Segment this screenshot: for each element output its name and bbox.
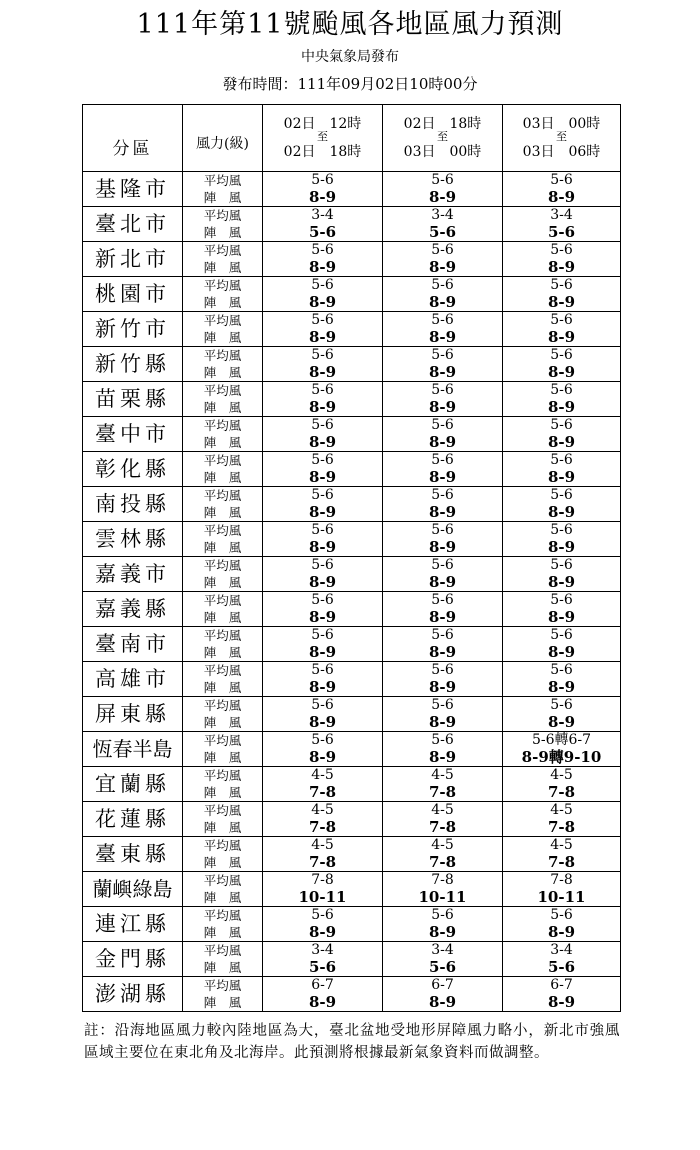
average-wind-value: 5-6 <box>503 592 621 610</box>
gust-wind-value: 5-6 <box>383 959 503 977</box>
region-row-average <box>83 872 621 890</box>
region-row-average <box>83 977 621 995</box>
average-wind-value: 5-6 <box>263 417 383 435</box>
wind-type-average: 平均風 <box>183 977 263 995</box>
wind-type-gust: 陣 風 <box>183 994 263 1012</box>
region-row-average <box>83 907 621 925</box>
region-row-average <box>83 697 621 715</box>
wind-type-gust: 陣 風 <box>183 224 263 242</box>
gust-wind-value: 5-6 <box>383 224 503 242</box>
gust-wind-value: 8-9 <box>503 469 621 487</box>
gust-wind-value: 10-11 <box>383 889 503 907</box>
wind-type-average: 平均風 <box>183 662 263 680</box>
region-row-average <box>83 802 621 820</box>
gust-wind-value: 8-9 <box>383 329 503 347</box>
wind-type-average: 平均風 <box>183 277 263 295</box>
region-name: 宜蘭縣 <box>83 767 183 802</box>
gust-wind-value: 8-9 <box>383 504 503 522</box>
gust-wind-value: 8-9 <box>503 924 621 942</box>
average-wind-value: 6-7 <box>263 977 383 995</box>
gust-wind-value: 10-11 <box>503 889 621 907</box>
average-wind-value: 5-6 <box>383 242 503 260</box>
period-end: 02日 18時 <box>283 144 362 160</box>
gust-wind-value: 7-8 <box>383 854 503 872</box>
wind-type-average: 平均風 <box>183 172 263 190</box>
gust-wind-value: 8-9 <box>503 644 621 662</box>
wind-type-average: 平均風 <box>183 907 263 925</box>
region-name: 嘉義市 <box>83 557 183 592</box>
wind-type-average: 平均風 <box>183 452 263 470</box>
gust-wind-value: 8-9 <box>263 994 383 1012</box>
wind-type-average: 平均風 <box>183 837 263 855</box>
period-to: 至 <box>317 130 328 143</box>
gust-wind-value: 8-9 <box>383 924 503 942</box>
region-name: 金門縣 <box>83 942 183 977</box>
average-wind-value: 5-6 <box>383 697 503 715</box>
average-wind-value: 5-6 <box>263 347 383 365</box>
wind-type-average: 平均風 <box>183 207 263 225</box>
average-wind-value: 5-6 <box>263 592 383 610</box>
gust-wind-value: 8-9 <box>503 574 621 592</box>
average-wind-value: 6-7 <box>503 977 621 995</box>
gust-wind-value: 8-9 <box>263 679 383 697</box>
gust-wind-value: 8-9 <box>263 539 383 557</box>
average-wind-value: 5-6 <box>383 382 503 400</box>
wind-type-gust: 陣 風 <box>183 364 263 382</box>
average-wind-value: 5-6 <box>263 487 383 505</box>
gust-wind-value: 8-9 <box>263 259 383 277</box>
region-row-average <box>83 277 621 295</box>
wind-type-average: 平均風 <box>183 242 263 260</box>
average-wind-value: 5-6 <box>263 242 383 260</box>
average-wind-value: 6-7 <box>383 977 503 995</box>
gust-wind-value: 7-8 <box>503 854 621 872</box>
wind-type-gust: 陣 風 <box>183 504 263 522</box>
gust-wind-value: 8-9 <box>503 434 621 452</box>
gust-wind-value: 7-8 <box>263 854 383 872</box>
region-name: 基隆市 <box>83 172 183 207</box>
region-name: 屏東縣 <box>83 697 183 732</box>
period-start: 02日 12時 <box>283 116 362 132</box>
gust-wind-value: 5-6 <box>503 224 621 242</box>
average-wind-value: 5-6 <box>503 662 621 680</box>
gust-wind-value: 8-9 <box>263 609 383 627</box>
average-wind-value: 4-5 <box>263 802 383 820</box>
gust-wind-value: 8-9 <box>263 399 383 417</box>
average-wind-value: 5-6 <box>383 557 503 575</box>
issue-time: 發布時間：111年09月02日10時00分 <box>222 75 478 93</box>
region-name: 高雄市 <box>83 662 183 697</box>
region-name: 花蓮縣 <box>83 802 183 837</box>
wind-type-average: 平均風 <box>183 697 263 715</box>
average-wind-value: 5-6 <box>503 242 621 260</box>
wind-type-average: 平均風 <box>183 382 263 400</box>
gust-wind-value: 7-8 <box>383 819 503 837</box>
column-header-period-3 <box>503 105 621 172</box>
wind-type-gust: 陣 風 <box>183 539 263 557</box>
region-name: 嘉義縣 <box>83 592 183 627</box>
average-wind-value: 5-6 <box>383 732 503 750</box>
region-row-average <box>83 452 621 470</box>
wind-type-average: 平均風 <box>183 557 263 575</box>
gust-wind-value: 8-9 <box>383 714 503 732</box>
wind-type-gust: 陣 風 <box>183 259 263 277</box>
average-wind-value: 3-4 <box>263 942 383 960</box>
gust-wind-value: 8-9 <box>383 469 503 487</box>
gust-wind-value: 8-9 <box>503 679 621 697</box>
gust-wind-value: 5-6 <box>263 959 383 977</box>
wind-type-gust: 陣 風 <box>183 959 263 977</box>
region-name: 苗栗縣 <box>83 382 183 417</box>
average-wind-value: 5-6 <box>383 452 503 470</box>
region-row-average <box>83 242 621 260</box>
gust-wind-value: 8-9轉9-10 <box>503 749 621 767</box>
gust-wind-value: 8-9 <box>383 539 503 557</box>
region-name: 新北市 <box>83 242 183 277</box>
gust-wind-value: 8-9 <box>503 189 621 207</box>
average-wind-value: 4-5 <box>383 767 503 785</box>
gust-wind-value: 5-6 <box>503 959 621 977</box>
average-wind-value: 5-6 <box>503 522 621 540</box>
wind-type-gust: 陣 風 <box>183 819 263 837</box>
wind-type-average: 平均風 <box>183 802 263 820</box>
average-wind-value: 5-6 <box>503 697 621 715</box>
gust-wind-value: 8-9 <box>263 504 383 522</box>
average-wind-value: 5-6 <box>263 557 383 575</box>
region-row-average <box>83 347 621 365</box>
region-name: 臺中市 <box>83 417 183 452</box>
average-wind-value: 5-6 <box>263 697 383 715</box>
gust-wind-value: 8-9 <box>503 504 621 522</box>
region-row-average <box>83 557 621 575</box>
gust-wind-value: 8-9 <box>263 924 383 942</box>
gust-wind-value: 7-8 <box>383 784 503 802</box>
gust-wind-value: 8-9 <box>503 714 621 732</box>
column-header-period-2 <box>383 105 503 172</box>
average-wind-value: 5-6 <box>383 172 503 190</box>
average-wind-value: 5-6 <box>263 627 383 645</box>
gust-wind-value: 5-6 <box>263 224 383 242</box>
region-row-average <box>83 382 621 400</box>
period-start: 02日 18時 <box>403 116 482 132</box>
gust-wind-value: 7-8 <box>263 784 383 802</box>
region-name: 南投縣 <box>83 487 183 522</box>
average-wind-value: 4-5 <box>503 767 621 785</box>
wind-type-gust: 陣 風 <box>183 189 263 207</box>
gust-wind-value: 8-9 <box>263 574 383 592</box>
gust-wind-value: 8-9 <box>263 329 383 347</box>
period-start: 03日 00時 <box>522 116 601 132</box>
average-wind-value: 5-6 <box>503 312 621 330</box>
gust-wind-value: 10-11 <box>263 889 383 907</box>
gust-wind-value: 8-9 <box>383 399 503 417</box>
average-wind-value: 5-6 <box>263 522 383 540</box>
gust-wind-value: 8-9 <box>383 574 503 592</box>
gust-wind-value: 8-9 <box>383 679 503 697</box>
average-wind-value: 5-6 <box>383 627 503 645</box>
region-row-average <box>83 837 621 855</box>
average-wind-value: 5-6 <box>503 487 621 505</box>
average-wind-value: 4-5 <box>503 837 621 855</box>
region-row-average <box>83 942 621 960</box>
gust-wind-value: 8-9 <box>263 714 383 732</box>
average-wind-value: 5-6 <box>263 907 383 925</box>
gust-wind-value: 8-9 <box>263 189 383 207</box>
average-wind-value: 5-6 <box>263 312 383 330</box>
region-row-average <box>83 417 621 435</box>
average-wind-value: 5-6 <box>383 522 503 540</box>
period-end: 03日 00時 <box>403 144 482 160</box>
average-wind-value: 5-6 <box>263 277 383 295</box>
gust-wind-value: 8-9 <box>503 609 621 627</box>
region-row-average <box>83 662 621 680</box>
region-name: 新竹市 <box>83 312 183 347</box>
region-row-average <box>83 207 621 225</box>
region-name: 臺北市 <box>83 207 183 242</box>
average-wind-value: 5-6 <box>263 662 383 680</box>
gust-wind-value: 8-9 <box>263 469 383 487</box>
average-wind-value: 7-8 <box>263 872 383 890</box>
gust-wind-value: 8-9 <box>383 294 503 312</box>
gust-wind-value: 8-9 <box>503 364 621 382</box>
wind-type-average: 平均風 <box>183 312 263 330</box>
wind-forecast-table <box>82 104 621 1012</box>
region-name: 恆春半島 <box>83 732 183 767</box>
page-title: 111年第11號颱風各地區風力預測 <box>136 9 564 40</box>
gust-wind-value: 8-9 <box>383 434 503 452</box>
column-header-period-1 <box>263 105 383 172</box>
wind-type-gust: 陣 風 <box>183 644 263 662</box>
region-row-average <box>83 487 621 505</box>
region-name: 蘭嶼綠島 <box>83 872 183 907</box>
gust-wind-value: 7-8 <box>503 819 621 837</box>
average-wind-value: 3-4 <box>383 207 503 225</box>
wind-type-average: 平均風 <box>183 872 263 890</box>
region-name: 桃園市 <box>83 277 183 312</box>
period-end: 03日 06時 <box>522 144 601 160</box>
average-wind-value: 5-6 <box>383 592 503 610</box>
gust-wind-value: 8-9 <box>263 294 383 312</box>
average-wind-value: 5-6 <box>503 172 621 190</box>
footnote: 註：沿海地區風力較內陸地區為大，臺北盆地受地形屏障風力略小，新北市強風區域主要位在東北角及北海岸。此預測將根據最新氣象資料而做調整。 <box>84 1023 620 1061</box>
average-wind-value: 3-4 <box>503 942 621 960</box>
region-name: 彰化縣 <box>83 452 183 487</box>
column-header-wind-level: 風力(級) <box>183 105 263 172</box>
wind-type-average: 平均風 <box>183 592 263 610</box>
gust-wind-value: 7-8 <box>503 784 621 802</box>
average-wind-value: 5-6 <box>383 417 503 435</box>
average-wind-value: 5-6 <box>503 907 621 925</box>
average-wind-value: 5-6 <box>383 347 503 365</box>
average-wind-value: 5-6 <box>503 382 621 400</box>
region-row-average <box>83 522 621 540</box>
gust-wind-value: 8-9 <box>383 189 503 207</box>
average-wind-value: 4-5 <box>503 802 621 820</box>
average-wind-value: 5-6 <box>383 662 503 680</box>
average-wind-value: 5-6 <box>263 382 383 400</box>
average-wind-value: 5-6 <box>503 347 621 365</box>
region-name: 澎湖縣 <box>83 977 183 1012</box>
average-wind-value: 3-4 <box>263 207 383 225</box>
wind-type-gust: 陣 風 <box>183 574 263 592</box>
column-header-region: 分區 <box>83 105 183 172</box>
wind-type-gust: 陣 風 <box>183 854 263 872</box>
average-wind-value: 5-6 <box>383 487 503 505</box>
gust-wind-value: 8-9 <box>383 994 503 1012</box>
average-wind-value: 4-5 <box>383 837 503 855</box>
gust-wind-value: 8-9 <box>263 644 383 662</box>
wind-type-average: 平均風 <box>183 627 263 645</box>
region-name: 連江縣 <box>83 907 183 942</box>
wind-type-gust: 陣 風 <box>183 679 263 697</box>
wind-type-gust: 陣 風 <box>183 399 263 417</box>
average-wind-value: 5-6 <box>503 627 621 645</box>
gust-wind-value: 8-9 <box>383 364 503 382</box>
gust-wind-value: 7-8 <box>263 819 383 837</box>
gust-wind-value: 8-9 <box>263 364 383 382</box>
gust-wind-value: 8-9 <box>503 329 621 347</box>
gust-wind-value: 8-9 <box>503 994 621 1012</box>
wind-type-gust: 陣 風 <box>183 329 263 347</box>
wind-type-average: 平均風 <box>183 347 263 365</box>
gust-wind-value: 8-9 <box>263 434 383 452</box>
average-wind-value: 3-4 <box>503 207 621 225</box>
average-wind-value: 5-6 <box>263 172 383 190</box>
wind-type-gust: 陣 風 <box>183 469 263 487</box>
average-wind-value: 5-6 <box>383 907 503 925</box>
issuing-agency: 中央氣象局發布 <box>301 49 399 65</box>
period-to: 至 <box>437 130 448 143</box>
wind-type-gust: 陣 風 <box>183 924 263 942</box>
wind-type-gust: 陣 風 <box>183 889 263 907</box>
average-wind-value: 4-5 <box>263 837 383 855</box>
average-wind-value: 4-5 <box>383 802 503 820</box>
average-wind-value: 5-6轉6-7 <box>503 732 621 750</box>
region-name: 新竹縣 <box>83 347 183 382</box>
average-wind-value: 7-8 <box>503 872 621 890</box>
region-row-average <box>83 767 621 785</box>
wind-type-gust: 陣 風 <box>183 784 263 802</box>
region-name: 雲林縣 <box>83 522 183 557</box>
gust-wind-value: 8-9 <box>503 259 621 277</box>
region-row-average <box>83 312 621 330</box>
wind-type-gust: 陣 風 <box>183 609 263 627</box>
wind-type-average: 平均風 <box>183 732 263 750</box>
wind-type-gust: 陣 風 <box>183 749 263 767</box>
region-row-average <box>83 732 621 750</box>
average-wind-value: 5-6 <box>503 557 621 575</box>
average-wind-value: 5-6 <box>503 277 621 295</box>
region-name: 臺南市 <box>83 627 183 662</box>
gust-wind-value: 8-9 <box>383 259 503 277</box>
region-name: 臺東縣 <box>83 837 183 872</box>
average-wind-value: 5-6 <box>383 312 503 330</box>
wind-type-average: 平均風 <box>183 417 263 435</box>
average-wind-value: 5-6 <box>503 417 621 435</box>
average-wind-value: 5-6 <box>503 452 621 470</box>
gust-wind-value: 8-9 <box>383 644 503 662</box>
gust-wind-value: 8-9 <box>503 399 621 417</box>
gust-wind-value: 8-9 <box>503 539 621 557</box>
period-to: 至 <box>556 130 567 143</box>
wind-type-average: 平均風 <box>183 767 263 785</box>
wind-type-average: 平均風 <box>183 942 263 960</box>
gust-wind-value: 8-9 <box>503 294 621 312</box>
region-row-average <box>83 172 621 190</box>
gust-wind-value: 8-9 <box>383 749 503 767</box>
region-row-average <box>83 627 621 645</box>
wind-type-gust: 陣 風 <box>183 294 263 312</box>
average-wind-value: 5-6 <box>383 277 503 295</box>
wind-type-gust: 陣 風 <box>183 714 263 732</box>
wind-type-average: 平均風 <box>183 487 263 505</box>
average-wind-value: 5-6 <box>263 452 383 470</box>
average-wind-value: 5-6 <box>263 732 383 750</box>
average-wind-value: 4-5 <box>263 767 383 785</box>
header-row <box>83 105 621 172</box>
gust-wind-value: 8-9 <box>263 749 383 767</box>
wind-type-average: 平均風 <box>183 522 263 540</box>
average-wind-value: 3-4 <box>383 942 503 960</box>
gust-wind-value: 8-9 <box>383 609 503 627</box>
average-wind-value: 7-8 <box>383 872 503 890</box>
wind-type-gust: 陣 風 <box>183 434 263 452</box>
region-row-average <box>83 592 621 610</box>
